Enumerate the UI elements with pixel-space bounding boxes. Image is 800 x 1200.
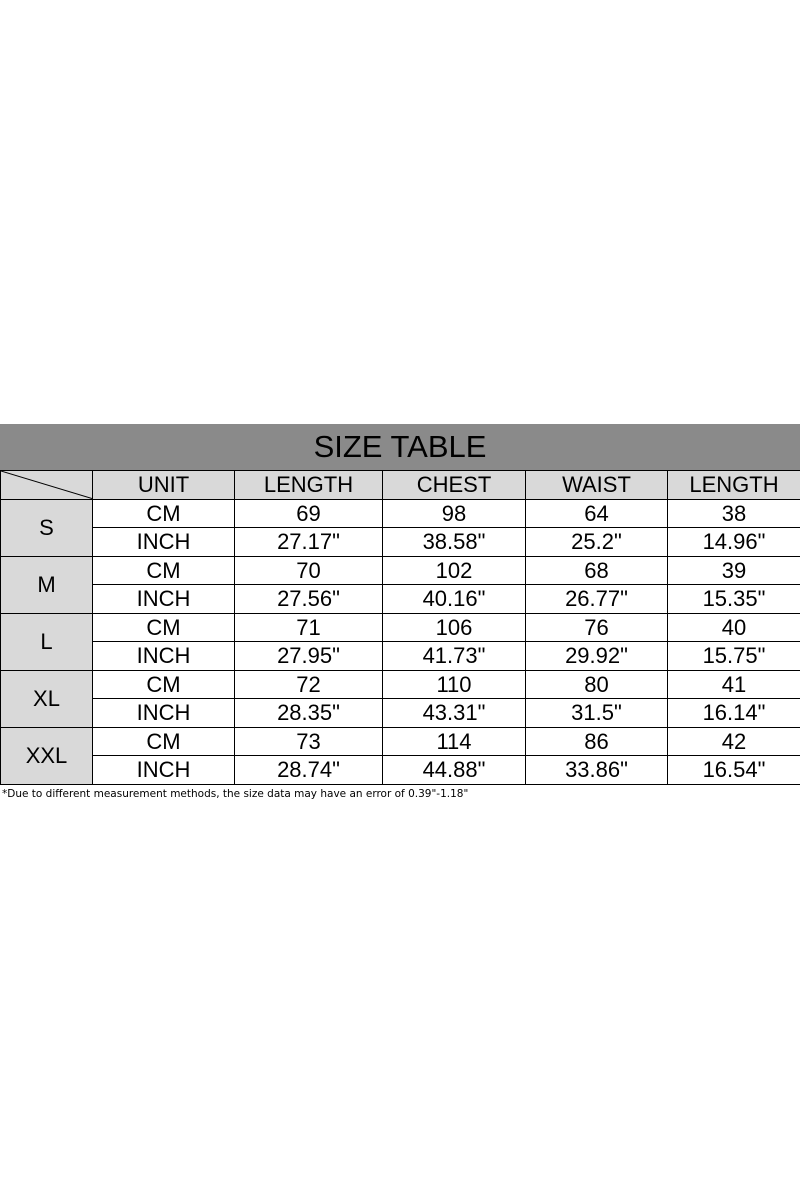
column-header-length-2: LENGTH xyxy=(668,471,800,500)
column-header-chest: CHEST xyxy=(383,471,526,500)
size-table xyxy=(0,470,800,785)
value-cell: 106 xyxy=(383,613,526,642)
size-label: L xyxy=(1,613,93,670)
value-cell: 26.77" xyxy=(526,585,668,614)
unit-cell: CM xyxy=(93,499,235,528)
value-cell: 27.17" xyxy=(235,528,383,557)
value-cell: 33.86" xyxy=(526,756,668,785)
table-row xyxy=(1,613,800,642)
value-cell: 27.95" xyxy=(235,642,383,671)
value-cell: 76 xyxy=(526,613,668,642)
column-header-unit: UNIT xyxy=(93,471,235,500)
value-cell: 40.16" xyxy=(383,585,526,614)
size-label: XXL xyxy=(1,727,93,784)
value-cell: 25.2" xyxy=(526,528,668,557)
value-cell: 86 xyxy=(526,727,668,756)
header-row xyxy=(1,471,800,500)
value-cell: 31.5" xyxy=(526,699,668,728)
value-cell: 16.14" xyxy=(668,699,800,728)
value-cell: 73 xyxy=(235,727,383,756)
value-cell: 98 xyxy=(383,499,526,528)
value-cell: 14.96" xyxy=(668,528,800,557)
value-cell: 71 xyxy=(235,613,383,642)
unit-cell: INCH xyxy=(93,585,235,614)
corner-cell xyxy=(1,471,93,500)
value-cell: 102 xyxy=(383,556,526,585)
table-row xyxy=(1,499,800,528)
table-row xyxy=(1,556,800,585)
unit-cell: INCH xyxy=(93,699,235,728)
measurement-note: *Due to different measurement methods, the size data may have an error of 0.39"-1.18" xyxy=(2,788,469,800)
value-cell: 41 xyxy=(668,670,800,699)
value-cell: 68 xyxy=(526,556,668,585)
value-cell: 44.88" xyxy=(383,756,526,785)
value-cell: 70 xyxy=(235,556,383,585)
value-cell: 16.54" xyxy=(668,756,800,785)
unit-cell: INCH xyxy=(93,756,235,785)
value-cell: 41.73" xyxy=(383,642,526,671)
column-header-length: LENGTH xyxy=(235,471,383,500)
size-label: S xyxy=(1,499,93,556)
value-cell: 80 xyxy=(526,670,668,699)
table-row xyxy=(1,756,800,785)
value-cell: 28.74" xyxy=(235,756,383,785)
value-cell: 43.31" xyxy=(383,699,526,728)
table-row xyxy=(1,642,800,671)
diagonal-line-icon xyxy=(1,471,92,499)
value-cell: 38.58" xyxy=(383,528,526,557)
table-row xyxy=(1,699,800,728)
value-cell: 69 xyxy=(235,499,383,528)
value-cell: 15.35" xyxy=(668,585,800,614)
value-cell: 64 xyxy=(526,499,668,528)
value-cell: 15.75" xyxy=(668,642,800,671)
value-cell: 40 xyxy=(668,613,800,642)
unit-cell: INCH xyxy=(93,528,235,557)
unit-cell: CM xyxy=(93,727,235,756)
unit-cell: CM xyxy=(93,670,235,699)
value-cell: 110 xyxy=(383,670,526,699)
table-row xyxy=(1,528,800,557)
column-header-waist: WAIST xyxy=(526,471,668,500)
size-label: M xyxy=(1,556,93,613)
table-row xyxy=(1,670,800,699)
unit-cell: CM xyxy=(93,556,235,585)
value-cell: 39 xyxy=(668,556,800,585)
table-title: SIZE TABLE xyxy=(0,424,800,470)
value-cell: 29.92" xyxy=(526,642,668,671)
size-label: XL xyxy=(1,670,93,727)
unit-cell: INCH xyxy=(93,642,235,671)
value-cell: 27.56" xyxy=(235,585,383,614)
unit-cell: CM xyxy=(93,613,235,642)
value-cell: 28.35" xyxy=(235,699,383,728)
table-row xyxy=(1,727,800,756)
table-row xyxy=(1,585,800,614)
value-cell: 38 xyxy=(668,499,800,528)
value-cell: 114 xyxy=(383,727,526,756)
value-cell: 42 xyxy=(668,727,800,756)
value-cell: 72 xyxy=(235,670,383,699)
